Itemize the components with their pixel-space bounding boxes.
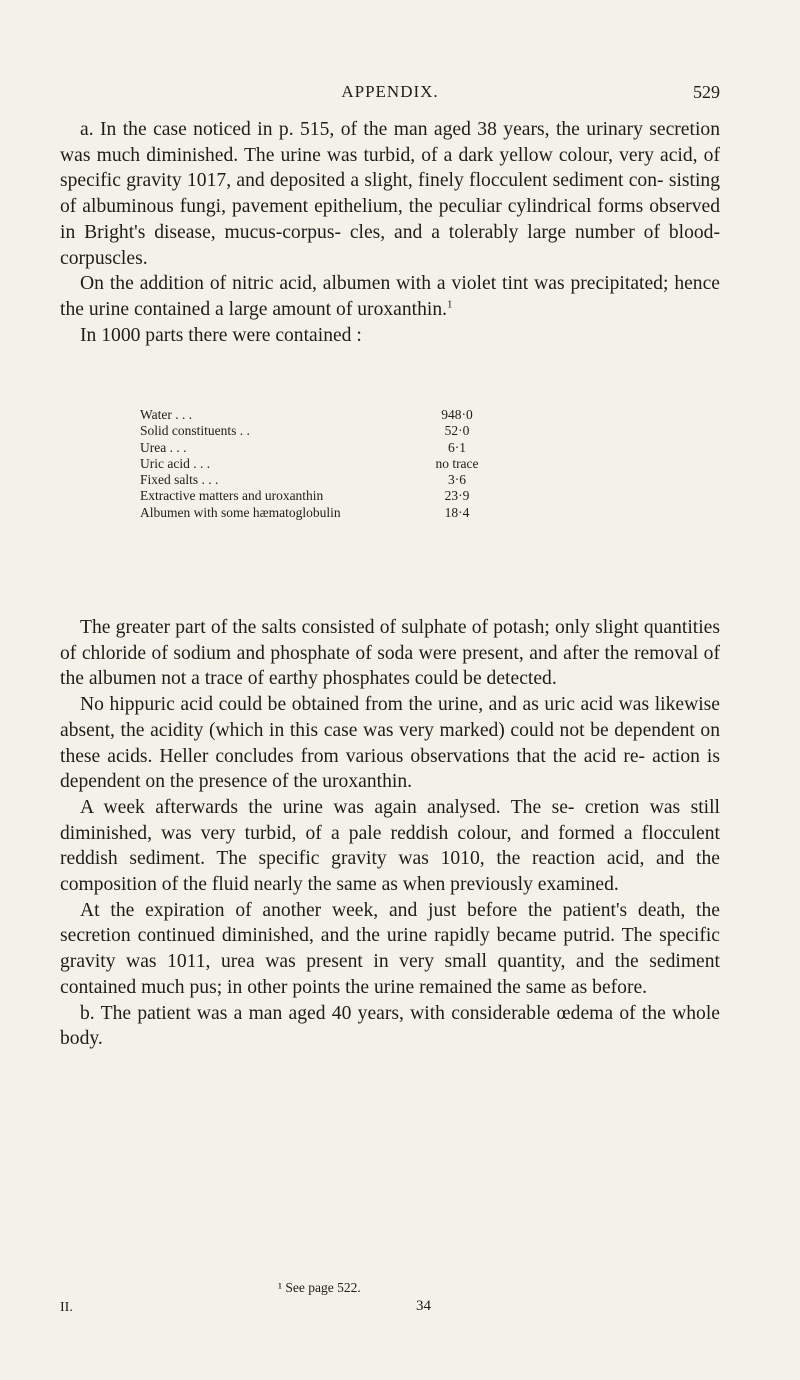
row-label: Solid constituents . . [140,423,250,439]
footnote-mark: 1 [447,298,453,311]
row-label: Uric acid . . . [140,455,211,471]
paragraph: No hippuric acid could be obtained from the urine, and as uric acid was likewise absent, the acidity (which in this case was very marked) could not be dependent on these acids. Heller concludes from various observations that the acid re- action is dependent on the presence of the uroxanthin. [60,694,720,793]
row-value: 3·6 [448,472,466,488]
footnote: ¹ See page 522. [278,1280,361,1295]
row-value: 23·9 [444,488,470,504]
row-value: 948·0 [441,407,473,422]
table-row [140,440,640,456]
paragraph: A week afterwards the urine was again analysed. The se- cretion was still diminished, was very turbid, of a pale reddish colour, and formed a flocculent reddish sediment. The specific gravity was 1010, the reaction acid, and the composition of the fluid nearly the same as when previously examined. [60,796,720,896]
paragraph: b. The patient was a man aged 40 years, with considerable œdema of the whole body. [60,1002,720,1050]
row-label: Extractive matters and uroxanthin [140,488,324,504]
row-value: 52·0 [444,423,470,439]
composition-table [140,407,640,521]
row-value: no trace [435,455,479,471]
body-text-top [60,117,720,348]
row-value: 18·4 [444,504,470,520]
table-row [140,505,640,521]
row-label: Fixed salts . . . [140,472,219,488]
paragraph: In 1000 parts there were contained : [80,324,362,346]
paragraph-text: On the addition of nitric acid, albumen with a violet tint was precipitated; hence the urine contained a large amount of uroxanthin. [60,273,720,320]
table-row [140,407,640,423]
table-row [140,488,640,504]
header-title: APPENDIX. [341,82,439,101]
signature-mark: II. [60,1300,73,1315]
table-row [140,456,640,472]
page-number: 529 [693,82,720,102]
row-label: Urea . . . [140,439,187,455]
body-text-bottom [60,615,720,1052]
paragraph: a. In the case noticed in p. 515, of the man aged 38 years, the urinary secretion was much diminished. The urine was turbid, of a dark yellow colour, very acid, of specific gravity 1017, and deposited a slight, finely flocculent sediment con- sisting of albuminous fungi, pavement epithelium, the peculiar cylindrical forms observed in Bright's disease, mucus-corpus- cles, and a tolerably large number of blood-corpuscles. [60,119,720,269]
table-row [140,423,640,439]
row-value: 6·1 [448,439,466,455]
row-label: Albumen with some hæmatoglobulin [140,504,341,520]
row-label: Water . . . [140,407,193,422]
running-header [60,82,720,108]
paragraph: At the expiration of another week, and just before the patient's death, the secretion continued diminished, and the urine rapidly became putrid. The specific gravity was 1011, urea was present in very small quantity, and the sediment contained much pus; in other points the urine remained the same as before. [60,899,720,998]
paragraph [60,271,720,322]
table-row [140,472,640,488]
paragraph: The greater part of the salts consisted of sulphate of potash; only slight quantities of chloride of sodium and phosphate of soda were present, and after the removal of the albumen not a trace of earthy phosphates could be detected. [60,617,720,690]
folio-number: 34 [416,1298,431,1314]
